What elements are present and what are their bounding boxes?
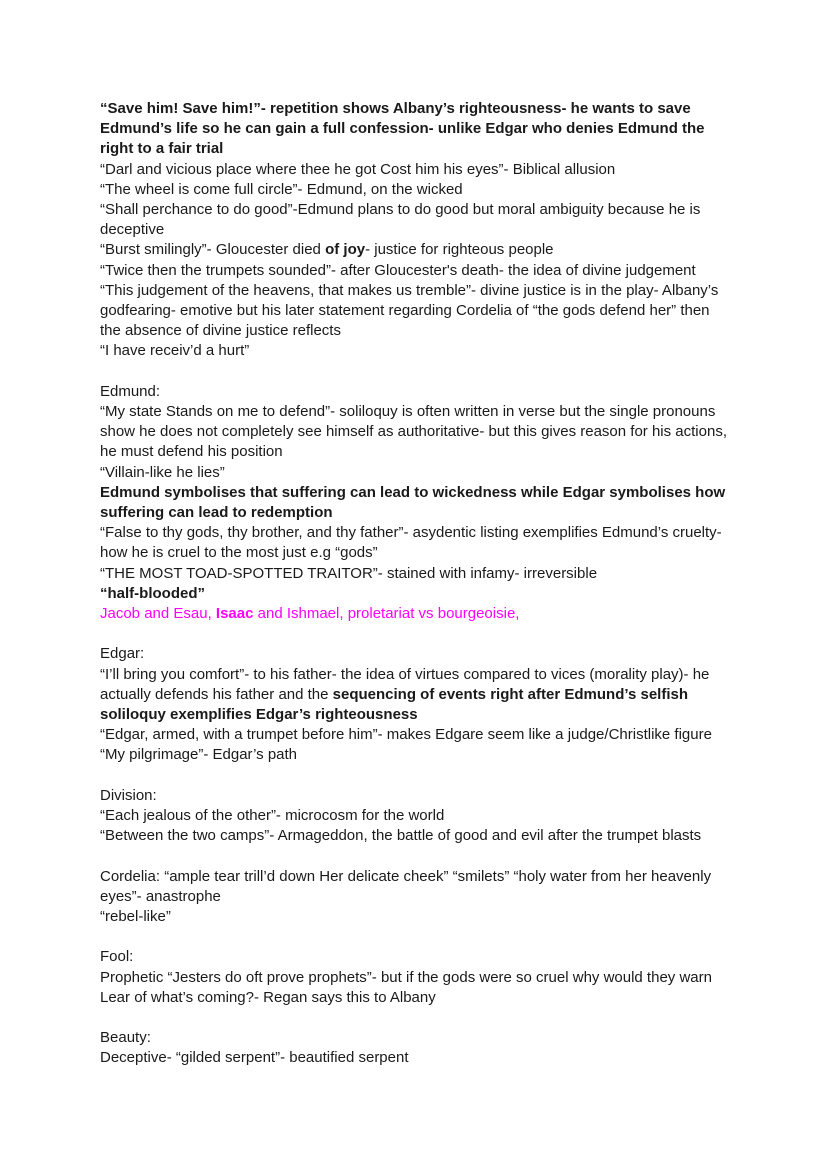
text-run: “This judgement of the heavens, that makes us tremble”- divine justice is in the play- Albany’s godfearing- emotive but his later statement regarding Cordelia of “the gods defend her” then the absence of divine justice reflects	[100, 281, 719, 340]
text-run: “Darl and vicious place where thee he got Cost him his eyes”- Biblical allusion	[100, 160, 616, 178]
text-run: Deceptive- “gilded serpent”- beautified serpent	[100, 1049, 409, 1067]
text-run: “My state Stands on me to defend”- soliloquy is often written in verse but the single pronouns show he does not completely see himself as authoritative- but this gives reason for his actions, he must defend his position	[100, 403, 727, 461]
text-run: “rebel-like”	[100, 908, 171, 926]
text-run: - justice for righteous people	[365, 241, 554, 259]
blank-line	[100, 927, 732, 947]
text-run: Prophetic “Jesters do oft prove prophets”- but if the gods were so cruel why would they warn Lear of what’s coming?- Regan says this to Albany	[100, 968, 712, 1006]
paragraph	[100, 786, 732, 806]
text-run: and Ishmael, proletariat vs bourgeoisie,	[253, 605, 520, 623]
text-run: “I’ll bring you comfort”- to his father- the idea of virtues compared to vices (morality play)- he actually defends his father and the	[100, 665, 710, 703]
paragraph	[100, 160, 732, 180]
paragraph	[100, 907, 732, 927]
text-run: “Burst smilingly”- Gloucester died	[100, 241, 326, 259]
paragraph	[100, 665, 732, 726]
paragraph	[100, 604, 732, 624]
paragraph	[100, 584, 732, 604]
paragraph	[100, 725, 732, 745]
bold-text: of joy	[325, 241, 366, 259]
text-run: “I have receiv’d a hurt”	[100, 342, 250, 360]
paragraph	[100, 99, 732, 160]
text-run: Edgar:	[100, 645, 145, 663]
text-run: “False to thy gods, thy brother, and thy father”- asydentic listing exemplifies Edmund’s cruelty- how he is cruel to the most just e.g “gods”	[100, 524, 722, 562]
text-run: Fool:	[100, 948, 134, 966]
text-run: “The wheel is come full circle”- Edmund, on the wicked	[100, 180, 463, 198]
paragraph	[100, 564, 732, 584]
paragraph	[100, 745, 732, 765]
paragraph	[100, 1048, 732, 1068]
paragraph	[100, 826, 732, 846]
bold-text: Edmund symbolises that suffering can lead to wickedness while Edgar symbolises how suffering can lead to redemption	[100, 483, 726, 522]
bold-text: “half-blooded”	[100, 584, 205, 602]
text-run: Edmund:	[100, 382, 161, 400]
paragraph	[100, 281, 732, 342]
paragraph	[100, 806, 732, 826]
blank-line	[100, 766, 732, 786]
text-run: Cordelia: “ample tear trill’d down Her delicate cheek” “smilets” “holy water from her heavenly eyes”- anastrophe	[100, 867, 712, 905]
paragraph	[100, 483, 732, 523]
text-run: “My pilgrimage”- Edgar’s path	[100, 746, 298, 764]
paragraph	[100, 341, 732, 361]
text-run: “Between the two camps”- Armageddon, the battle of good and evil after the trumpet blasts	[100, 827, 702, 845]
text-run: “Villain-like he lies”	[100, 463, 225, 481]
paragraph	[100, 180, 732, 200]
blank-line	[100, 846, 732, 866]
paragraph	[100, 867, 732, 907]
document-body	[100, 99, 732, 1069]
blank-line	[100, 624, 732, 644]
bold-text: “Save him! Save him!”- repetition shows Albany’s righteousness- he wants to save Edmund’s life so he can gain a full confession- unlike Edgar who denies Edmund the right to a fair trial	[100, 100, 705, 158]
text-run: “Edgar, armed, with a trumpet before him”- makes Edgare seem like a judge/Christlike figure	[100, 726, 712, 744]
text-run: “Each jealous of the other”- microcosm for the world	[100, 807, 445, 825]
paragraph	[100, 402, 732, 463]
paragraph	[100, 1028, 732, 1048]
text-run: Beauty:	[100, 1029, 151, 1047]
paragraph	[100, 644, 732, 664]
blank-line	[100, 362, 732, 382]
paragraph	[100, 261, 732, 281]
bold-text: sequencing of events right after Edmund’s selfish soliloquy exemplifies Edgar’s righteousness	[100, 685, 688, 724]
paragraph	[100, 523, 732, 563]
blank-line	[100, 1008, 732, 1028]
text-run: “Shall perchance to do good”-Edmund plans to do good but moral ambiguity because he is deceptive	[100, 201, 701, 239]
paragraph	[100, 240, 732, 260]
text-run: Jacob and Esau,	[100, 605, 216, 623]
text-run: “Twice then the trumpets sounded”- after Gloucester's death- the idea of divine judgement	[100, 261, 696, 279]
paragraph	[100, 968, 732, 1008]
paragraph	[100, 200, 732, 240]
paragraph	[100, 463, 732, 483]
paragraph	[100, 947, 732, 967]
text-run: Division:	[100, 786, 157, 804]
bold-text: Isaac	[215, 605, 254, 623]
paragraph	[100, 382, 732, 402]
text-run: “THE MOST TOAD-SPOTTED TRAITOR”- stained with infamy- irreversible	[100, 564, 598, 582]
